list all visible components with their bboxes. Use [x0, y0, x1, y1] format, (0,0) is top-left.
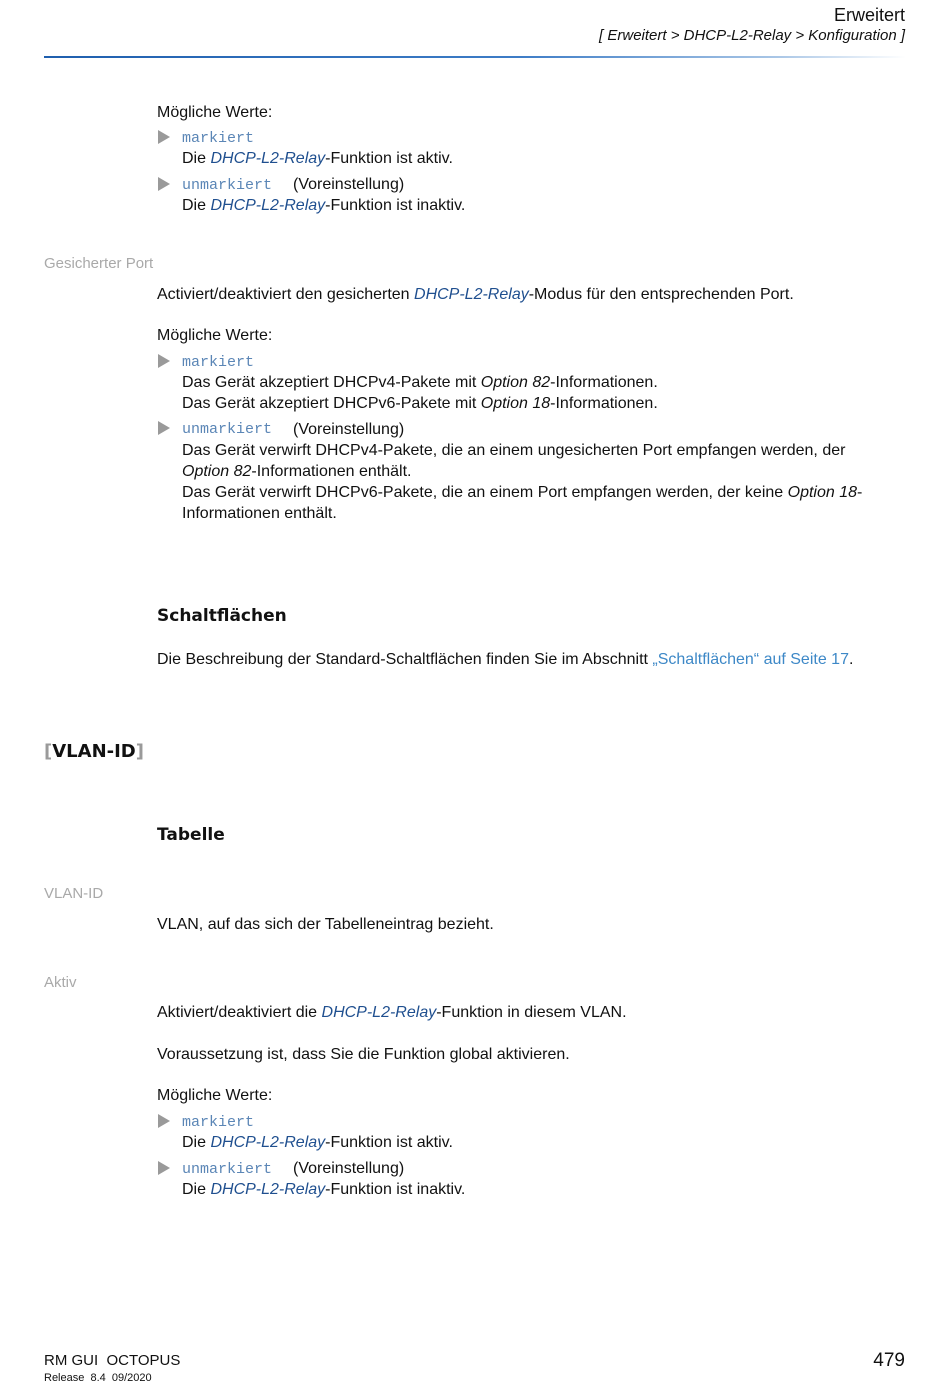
default-note: (Voreinstellung)	[293, 421, 405, 438]
possible-values-label: Mögliche Werte:	[157, 104, 273, 121]
bullet-arrow-icon	[158, 354, 170, 368]
default-note: (Voreinstellung)	[293, 176, 405, 193]
footer-doc-title: RM GUI OCTOPUS	[44, 1352, 181, 1369]
value-unmarked-desc: Das Gerät verwirft DHCPv4-Pakete, die an einem ungesicherten Port empfangen werden, der	[182, 442, 846, 459]
bullet-arrow-icon	[158, 177, 170, 191]
section-heading-buttons: Schaltflächen	[157, 606, 287, 626]
value-marked: markiert	[182, 1114, 255, 1131]
prerequisite-note: Voraussetzung ist, dass Sie die Funktion global aktivieren.	[157, 1046, 570, 1063]
possible-values-label: Mögliche Werte:	[157, 1087, 273, 1104]
relay-term: DHCP-L2-Relay	[210, 150, 326, 167]
value-unmarked: unmarkiert	[182, 177, 273, 194]
param-label-secured-port: Gesicherter Port	[44, 255, 154, 272]
buttons-desc: Die Beschreibung der Standard-Schaltflächen finden Sie im Abschnitt „Schaltflächen“ auf Seite 17.	[157, 651, 854, 668]
value-marked: markiert	[182, 354, 255, 371]
section-heading-vlan-id: [VLAN-ID]	[44, 741, 144, 762]
page-number: 479	[873, 1350, 905, 1371]
relay-term: DHCP-L2-Relay	[210, 1181, 326, 1198]
value-unmarked-desc: Die DHCP-L2-Relay-Funktion ist inaktiv.	[182, 1181, 466, 1198]
value-unmarked: unmarkiert	[182, 1161, 273, 1178]
secured-port-desc: Activiert/deaktiviert den gesicherten DHCP-L2-Relay-Modus für den entsprechenden Port.	[157, 286, 794, 303]
header-rule	[44, 56, 906, 58]
breadcrumb: [ Erweitert > DHCP-L2-Relay > Konfiguration ]	[599, 27, 905, 44]
value-unmarked-desc: Die DHCP-L2-Relay-Funktion ist inaktiv.	[182, 197, 466, 214]
footer-release: Release 8.4 09/2020	[44, 1372, 152, 1384]
active-desc: Aktiviert/deaktiviert die DHCP-L2-Relay-Funktion in diesem VLAN.	[157, 1004, 627, 1021]
chapter-title: Erweitert	[833, 5, 905, 25]
value-marked: markiert	[182, 130, 255, 147]
value-marked-desc: Die DHCP-L2-Relay-Funktion ist aktiv.	[182, 150, 453, 167]
vlan-id-desc: VLAN, auf das sich der Tabelleneintrag bezieht.	[157, 916, 494, 933]
value-marked-desc: Die DHCP-L2-Relay-Funktion ist aktiv.	[182, 1134, 453, 1151]
value-marked-desc: Das Gerät akzeptiert DHCPv6-Pakete mit Option 18-Informationen.	[182, 395, 658, 412]
relay-term: DHCP-L2-Relay	[321, 1004, 437, 1021]
bullet-arrow-icon	[158, 421, 170, 435]
value-unmarked-desc: Informationen enthält.	[182, 505, 337, 522]
relay-term: DHCP-L2-Relay	[210, 197, 326, 214]
param-label-active: Aktiv	[44, 974, 77, 991]
bullet-arrow-icon	[158, 1114, 170, 1128]
section-heading-table: Tabelle	[157, 825, 225, 845]
possible-values-label: Mögliche Werte:	[157, 327, 273, 344]
bullet-arrow-icon	[158, 1161, 170, 1175]
xref-link-buttons[interactable]: „Schaltflächen“ auf Seite 17	[652, 651, 849, 668]
bullet-arrow-icon	[158, 130, 170, 144]
value-unmarked-desc: Option 82-Informationen enthält.	[182, 463, 412, 480]
relay-term: DHCP-L2-Relay	[414, 286, 529, 303]
relay-term: DHCP-L2-Relay	[210, 1134, 326, 1151]
default-note: (Voreinstellung)	[293, 1160, 405, 1177]
param-label-vlan-id: VLAN-ID	[44, 885, 104, 902]
value-unmarked: unmarkiert	[182, 421, 273, 438]
value-marked-desc: Das Gerät akzeptiert DHCPv4-Pakete mit Option 82-Informationen.	[182, 374, 658, 391]
value-unmarked-desc: Das Gerät verwirft DHCPv6-Pakete, die an einem Port empfangen werden, der keine Option 18-	[182, 484, 863, 501]
